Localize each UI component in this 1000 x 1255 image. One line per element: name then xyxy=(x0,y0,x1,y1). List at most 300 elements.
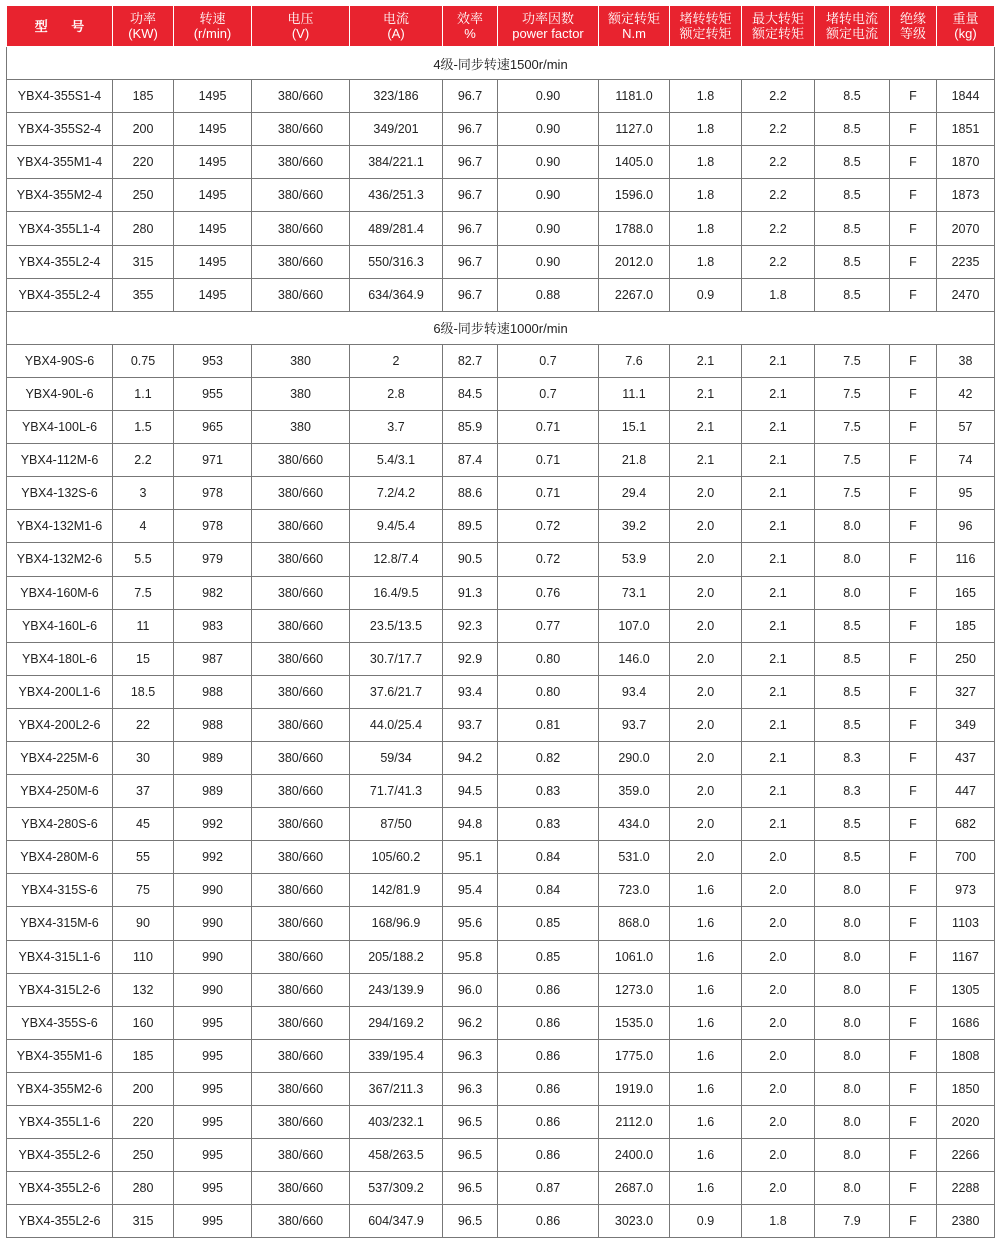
cell-voltage: 380/660 xyxy=(252,841,350,874)
table-row xyxy=(7,973,995,1006)
cell-model: YBX4-160M-6 xyxy=(7,576,113,609)
cell-current: 243/139.9 xyxy=(350,973,443,1006)
cell-speed: 978 xyxy=(174,477,252,510)
header-locked-current-ratio xyxy=(815,6,890,47)
cell-model: YBX4-355M2-4 xyxy=(7,179,113,212)
cell-locked-torque-ratio: 2.0 xyxy=(670,576,742,609)
cell-power: 2.2 xyxy=(113,444,174,477)
header-max-torque-ratio xyxy=(742,6,815,47)
cell-model: YBX4-355L2-6 xyxy=(7,1205,113,1238)
cell-locked-torque-ratio: 0.9 xyxy=(670,278,742,311)
cell-locked-torque-ratio: 0.9 xyxy=(670,1205,742,1238)
cell-insulation-class: F xyxy=(890,741,937,774)
cell-max-torque-ratio: 1.8 xyxy=(742,1205,815,1238)
cell-model: YBX4-132S-6 xyxy=(7,477,113,510)
cell-power: 22 xyxy=(113,708,174,741)
header-label: 转速 xyxy=(199,11,226,26)
cell-weight: 1808 xyxy=(937,1039,995,1072)
cell-rated-torque: 1788.0 xyxy=(599,212,670,245)
cell-current: 323/186 xyxy=(350,80,443,113)
cell-weight: 95 xyxy=(937,477,995,510)
table-row xyxy=(7,907,995,940)
cell-weight: 2266 xyxy=(937,1139,995,1172)
cell-voltage: 380/660 xyxy=(252,444,350,477)
cell-current: 349/201 xyxy=(350,113,443,146)
cell-power-factor: 0.7 xyxy=(498,344,599,377)
cell-efficiency: 82.7 xyxy=(443,344,498,377)
cell-voltage: 380/660 xyxy=(252,642,350,675)
cell-efficiency: 95.1 xyxy=(443,841,498,874)
header-label: N.m xyxy=(622,26,646,41)
header-speed xyxy=(174,6,252,47)
cell-locked-current-ratio: 8.0 xyxy=(815,973,890,1006)
table-row xyxy=(7,113,995,146)
cell-power-factor: 0.90 xyxy=(498,179,599,212)
cell-model: YBX4-280M-6 xyxy=(7,841,113,874)
table-row xyxy=(7,212,995,245)
cell-weight: 1305 xyxy=(937,973,995,1006)
cell-efficiency: 87.4 xyxy=(443,444,498,477)
cell-insulation-class: F xyxy=(890,576,937,609)
cell-speed: 992 xyxy=(174,808,252,841)
cell-max-torque-ratio: 2.0 xyxy=(742,1039,815,1072)
cell-speed: 990 xyxy=(174,973,252,1006)
cell-voltage: 380 xyxy=(252,411,350,444)
cell-locked-current-ratio: 7.9 xyxy=(815,1205,890,1238)
cell-voltage: 380/660 xyxy=(252,1139,350,1172)
cell-rated-torque: 73.1 xyxy=(599,576,670,609)
cell-rated-torque: 1273.0 xyxy=(599,973,670,1006)
header-efficiency xyxy=(443,6,498,47)
cell-rated-torque: 723.0 xyxy=(599,874,670,907)
cell-speed: 978 xyxy=(174,510,252,543)
cell-insulation-class: F xyxy=(890,179,937,212)
cell-voltage: 380/660 xyxy=(252,212,350,245)
cell-weight: 1873 xyxy=(937,179,995,212)
cell-power-factor: 0.71 xyxy=(498,444,599,477)
cell-rated-torque: 359.0 xyxy=(599,775,670,808)
cell-max-torque-ratio: 2.2 xyxy=(742,113,815,146)
cell-weight: 96 xyxy=(937,510,995,543)
cell-power: 90 xyxy=(113,907,174,940)
cell-weight: 2470 xyxy=(937,278,995,311)
cell-rated-torque: 290.0 xyxy=(599,741,670,774)
table-row xyxy=(7,841,995,874)
cell-efficiency: 91.3 xyxy=(443,576,498,609)
table-row xyxy=(7,1072,995,1105)
header-rated-torque xyxy=(599,6,670,47)
cell-model: YBX4-355S1-4 xyxy=(7,80,113,113)
cell-locked-torque-ratio: 1.6 xyxy=(670,1106,742,1139)
cell-power: 355 xyxy=(113,278,174,311)
cell-current: 436/251.3 xyxy=(350,179,443,212)
cell-rated-torque: 1127.0 xyxy=(599,113,670,146)
cell-weight: 682 xyxy=(937,808,995,841)
cell-speed: 995 xyxy=(174,1006,252,1039)
cell-voltage: 380/660 xyxy=(252,576,350,609)
cell-weight: 2288 xyxy=(937,1172,995,1205)
table-row xyxy=(7,1006,995,1039)
table-row xyxy=(7,1039,995,1072)
cell-power: 4 xyxy=(113,510,174,543)
table-body xyxy=(7,47,995,1238)
cell-current: 12.8/7.4 xyxy=(350,543,443,576)
cell-max-torque-ratio: 2.1 xyxy=(742,675,815,708)
cell-max-torque-ratio: 2.1 xyxy=(742,411,815,444)
cell-model: YBX4-160L-6 xyxy=(7,609,113,642)
header-label: % xyxy=(464,26,476,41)
table-row xyxy=(7,1106,995,1139)
cell-locked-current-ratio: 8.5 xyxy=(815,609,890,642)
cell-rated-torque: 107.0 xyxy=(599,609,670,642)
cell-power: 1.5 xyxy=(113,411,174,444)
cell-power-factor: 0.87 xyxy=(498,1172,599,1205)
cell-weight: 74 xyxy=(937,444,995,477)
cell-locked-torque-ratio: 1.8 xyxy=(670,245,742,278)
cell-power: 185 xyxy=(113,1039,174,1072)
cell-rated-torque: 1775.0 xyxy=(599,1039,670,1072)
cell-power: 3 xyxy=(113,477,174,510)
cell-locked-torque-ratio: 2.1 xyxy=(670,377,742,410)
cell-max-torque-ratio: 2.2 xyxy=(742,146,815,179)
cell-power-factor: 0.86 xyxy=(498,1139,599,1172)
cell-efficiency: 96.7 xyxy=(443,278,498,311)
cell-power: 280 xyxy=(113,1172,174,1205)
cell-current: 550/316.3 xyxy=(350,245,443,278)
cell-weight: 57 xyxy=(937,411,995,444)
cell-max-torque-ratio: 2.0 xyxy=(742,973,815,1006)
header-voltage xyxy=(252,6,350,47)
cell-speed: 1495 xyxy=(174,113,252,146)
cell-rated-torque: 531.0 xyxy=(599,841,670,874)
cell-max-torque-ratio: 2.1 xyxy=(742,708,815,741)
cell-max-torque-ratio: 2.2 xyxy=(742,212,815,245)
cell-current: 458/263.5 xyxy=(350,1139,443,1172)
cell-efficiency: 95.8 xyxy=(443,940,498,973)
cell-current: 142/81.9 xyxy=(350,874,443,907)
cell-locked-torque-ratio: 1.6 xyxy=(670,907,742,940)
cell-locked-current-ratio: 8.0 xyxy=(815,543,890,576)
cell-efficiency: 94.2 xyxy=(443,741,498,774)
cell-locked-current-ratio: 8.5 xyxy=(815,245,890,278)
cell-power-factor: 0.90 xyxy=(498,212,599,245)
cell-rated-torque: 39.2 xyxy=(599,510,670,543)
cell-power-factor: 0.84 xyxy=(498,874,599,907)
table-row xyxy=(7,576,995,609)
cell-power: 0.75 xyxy=(113,344,174,377)
cell-rated-torque: 7.6 xyxy=(599,344,670,377)
cell-rated-torque: 2687.0 xyxy=(599,1172,670,1205)
header-row xyxy=(7,6,995,47)
cell-locked-torque-ratio: 1.6 xyxy=(670,1039,742,1072)
cell-locked-torque-ratio: 2.0 xyxy=(670,708,742,741)
cell-model: YBX4-90S-6 xyxy=(7,344,113,377)
header-locked-torque-ratio xyxy=(670,6,742,47)
cell-insulation-class: F xyxy=(890,1039,937,1072)
cell-insulation-class: F xyxy=(890,543,937,576)
cell-current: 489/281.4 xyxy=(350,212,443,245)
cell-locked-current-ratio: 8.5 xyxy=(815,642,890,675)
cell-model: YBX4-355L1-6 xyxy=(7,1106,113,1139)
cell-model: YBX4-315L2-6 xyxy=(7,973,113,1006)
cell-current: 2 xyxy=(350,344,443,377)
table-row xyxy=(7,146,995,179)
header-label: (A) xyxy=(387,26,405,41)
cell-voltage: 380/660 xyxy=(252,510,350,543)
header-model xyxy=(7,6,113,47)
cell-power: 132 xyxy=(113,973,174,1006)
cell-power: 45 xyxy=(113,808,174,841)
table-row xyxy=(7,179,995,212)
cell-model: YBX4-250M-6 xyxy=(7,775,113,808)
cell-insulation-class: F xyxy=(890,907,937,940)
cell-efficiency: 96.7 xyxy=(443,80,498,113)
table-row xyxy=(7,278,995,311)
cell-efficiency: 96.5 xyxy=(443,1139,498,1172)
table-row xyxy=(7,940,995,973)
cell-model: YBX4-132M2-6 xyxy=(7,543,113,576)
section-title-row xyxy=(7,311,995,344)
cell-speed: 1495 xyxy=(174,278,252,311)
cell-current: 87/50 xyxy=(350,808,443,841)
cell-weight: 1686 xyxy=(937,1006,995,1039)
cell-speed: 979 xyxy=(174,543,252,576)
cell-insulation-class: F xyxy=(890,775,937,808)
cell-efficiency: 89.5 xyxy=(443,510,498,543)
cell-efficiency: 96.5 xyxy=(443,1106,498,1139)
cell-insulation-class: F xyxy=(890,808,937,841)
cell-locked-torque-ratio: 2.0 xyxy=(670,808,742,841)
table-row xyxy=(7,874,995,907)
cell-voltage: 380/660 xyxy=(252,808,350,841)
header-current xyxy=(350,6,443,47)
header-label: 重量 xyxy=(952,11,979,26)
cell-power: 11 xyxy=(113,609,174,642)
cell-weight: 1167 xyxy=(937,940,995,973)
cell-current: 71.7/41.3 xyxy=(350,775,443,808)
cell-power-factor: 0.7 xyxy=(498,377,599,410)
cell-power-factor: 0.82 xyxy=(498,741,599,774)
cell-max-torque-ratio: 2.0 xyxy=(742,1072,815,1105)
cell-voltage: 380/660 xyxy=(252,874,350,907)
cell-power-factor: 0.83 xyxy=(498,775,599,808)
cell-speed: 995 xyxy=(174,1139,252,1172)
cell-power: 37 xyxy=(113,775,174,808)
cell-max-torque-ratio: 1.8 xyxy=(742,278,815,311)
table-row xyxy=(7,675,995,708)
cell-power-factor: 0.86 xyxy=(498,1072,599,1105)
cell-insulation-class: F xyxy=(890,940,937,973)
cell-current: 403/232.1 xyxy=(350,1106,443,1139)
table-row xyxy=(7,411,995,444)
cell-power-factor: 0.86 xyxy=(498,1205,599,1238)
cell-rated-torque: 1405.0 xyxy=(599,146,670,179)
cell-model: YBX4-355M1-6 xyxy=(7,1039,113,1072)
cell-insulation-class: F xyxy=(890,1006,937,1039)
table-row xyxy=(7,510,995,543)
cell-locked-torque-ratio: 2.0 xyxy=(670,675,742,708)
cell-power: 315 xyxy=(113,1205,174,1238)
cell-voltage: 380/660 xyxy=(252,1172,350,1205)
cell-efficiency: 94.5 xyxy=(443,775,498,808)
cell-voltage: 380/660 xyxy=(252,1006,350,1039)
header-label: (kg) xyxy=(954,26,977,41)
cell-voltage: 380/660 xyxy=(252,675,350,708)
cell-power: 220 xyxy=(113,146,174,179)
cell-voltage: 380/660 xyxy=(252,609,350,642)
cell-max-torque-ratio: 2.1 xyxy=(742,642,815,675)
header-power-factor xyxy=(498,6,599,47)
cell-locked-current-ratio: 8.5 xyxy=(815,808,890,841)
cell-locked-current-ratio: 8.5 xyxy=(815,113,890,146)
cell-speed: 989 xyxy=(174,775,252,808)
header-power xyxy=(113,6,174,47)
cell-locked-current-ratio: 8.0 xyxy=(815,1039,890,1072)
header-label: 电压 xyxy=(287,11,314,26)
cell-efficiency: 93.4 xyxy=(443,675,498,708)
cell-locked-current-ratio: 8.0 xyxy=(815,576,890,609)
cell-power-factor: 0.90 xyxy=(498,245,599,278)
cell-locked-current-ratio: 8.5 xyxy=(815,278,890,311)
table-row xyxy=(7,543,995,576)
cell-max-torque-ratio: 2.0 xyxy=(742,1106,815,1139)
cell-model: YBX4-132M1-6 xyxy=(7,510,113,543)
cell-current: 37.6/21.7 xyxy=(350,675,443,708)
cell-weight: 2070 xyxy=(937,212,995,245)
cell-speed: 990 xyxy=(174,907,252,940)
cell-power: 315 xyxy=(113,245,174,278)
cell-power-factor: 0.76 xyxy=(498,576,599,609)
cell-voltage: 380/660 xyxy=(252,543,350,576)
cell-model: YBX4-355L1-4 xyxy=(7,212,113,245)
cell-power-factor: 0.86 xyxy=(498,1006,599,1039)
header-label: 功率因数 xyxy=(521,11,574,26)
header-weight xyxy=(937,6,995,47)
cell-current: 168/96.9 xyxy=(350,907,443,940)
cell-efficiency: 96.7 xyxy=(443,179,498,212)
cell-power-factor: 0.77 xyxy=(498,609,599,642)
cell-locked-torque-ratio: 2.0 xyxy=(670,543,742,576)
cell-rated-torque: 1535.0 xyxy=(599,1006,670,1039)
cell-max-torque-ratio: 2.0 xyxy=(742,874,815,907)
cell-insulation-class: F xyxy=(890,113,937,146)
cell-power-factor: 0.85 xyxy=(498,940,599,973)
cell-insulation-class: F xyxy=(890,874,937,907)
cell-current: 205/188.2 xyxy=(350,940,443,973)
table-row xyxy=(7,808,995,841)
cell-insulation-class: F xyxy=(890,344,937,377)
cell-locked-torque-ratio: 2.1 xyxy=(670,411,742,444)
cell-rated-torque: 15.1 xyxy=(599,411,670,444)
cell-locked-torque-ratio: 2.0 xyxy=(670,642,742,675)
cell-locked-current-ratio: 7.5 xyxy=(815,377,890,410)
cell-rated-torque: 93.7 xyxy=(599,708,670,741)
cell-current: 7.2/4.2 xyxy=(350,477,443,510)
table-row xyxy=(7,609,995,642)
cell-max-torque-ratio: 2.1 xyxy=(742,609,815,642)
table-row xyxy=(7,80,995,113)
cell-current: 604/347.9 xyxy=(350,1205,443,1238)
cell-locked-torque-ratio: 1.8 xyxy=(670,113,742,146)
cell-speed: 995 xyxy=(174,1172,252,1205)
cell-max-torque-ratio: 2.0 xyxy=(742,907,815,940)
cell-voltage: 380/660 xyxy=(252,1205,350,1238)
cell-weight: 437 xyxy=(937,741,995,774)
cell-weight: 1851 xyxy=(937,113,995,146)
cell-locked-torque-ratio: 1.6 xyxy=(670,1072,742,1105)
cell-locked-current-ratio: 7.5 xyxy=(815,344,890,377)
cell-speed: 971 xyxy=(174,444,252,477)
cell-power: 280 xyxy=(113,212,174,245)
cell-power: 1.1 xyxy=(113,377,174,410)
cell-rated-torque: 2267.0 xyxy=(599,278,670,311)
cell-locked-current-ratio: 8.0 xyxy=(815,1072,890,1105)
cell-model: YBX4-355L2-4 xyxy=(7,278,113,311)
cell-rated-torque: 29.4 xyxy=(599,477,670,510)
cell-rated-torque: 2400.0 xyxy=(599,1139,670,1172)
cell-efficiency: 90.5 xyxy=(443,543,498,576)
cell-efficiency: 96.7 xyxy=(443,146,498,179)
cell-power-factor: 0.86 xyxy=(498,1106,599,1139)
cell-speed: 1495 xyxy=(174,212,252,245)
cell-speed: 982 xyxy=(174,576,252,609)
table-row xyxy=(7,741,995,774)
cell-insulation-class: F xyxy=(890,510,937,543)
table-row xyxy=(7,477,995,510)
cell-locked-current-ratio: 7.5 xyxy=(815,444,890,477)
cell-insulation-class: F xyxy=(890,80,937,113)
cell-weight: 2235 xyxy=(937,245,995,278)
cell-efficiency: 92.3 xyxy=(443,609,498,642)
cell-locked-current-ratio: 8.0 xyxy=(815,1006,890,1039)
cell-max-torque-ratio: 2.0 xyxy=(742,1139,815,1172)
table-row xyxy=(7,708,995,741)
cell-model: YBX4-355S-6 xyxy=(7,1006,113,1039)
cell-power: 185 xyxy=(113,80,174,113)
cell-locked-current-ratio: 8.5 xyxy=(815,212,890,245)
cell-speed: 995 xyxy=(174,1072,252,1105)
cell-power-factor: 0.80 xyxy=(498,675,599,708)
header-label: 额定转矩 xyxy=(679,26,732,41)
cell-locked-current-ratio: 7.5 xyxy=(815,477,890,510)
cell-model: YBX4-355M1-4 xyxy=(7,146,113,179)
cell-current: 5.4/3.1 xyxy=(350,444,443,477)
cell-locked-torque-ratio: 2.0 xyxy=(670,477,742,510)
cell-power: 55 xyxy=(113,841,174,874)
cell-voltage: 380/660 xyxy=(252,1039,350,1072)
cell-power: 160 xyxy=(113,1006,174,1039)
cell-speed: 995 xyxy=(174,1205,252,1238)
cell-power-factor: 0.72 xyxy=(498,543,599,576)
cell-voltage: 380 xyxy=(252,344,350,377)
cell-efficiency: 96.3 xyxy=(443,1072,498,1105)
cell-efficiency: 94.8 xyxy=(443,808,498,841)
cell-rated-torque: 434.0 xyxy=(599,808,670,841)
cell-model: YBX4-280S-6 xyxy=(7,808,113,841)
cell-locked-current-ratio: 8.0 xyxy=(815,1139,890,1172)
cell-power-factor: 0.84 xyxy=(498,841,599,874)
cell-max-torque-ratio: 2.0 xyxy=(742,1172,815,1205)
cell-rated-torque: 146.0 xyxy=(599,642,670,675)
cell-efficiency: 96.5 xyxy=(443,1172,498,1205)
cell-speed: 990 xyxy=(174,940,252,973)
cell-efficiency: 96.7 xyxy=(443,113,498,146)
cell-efficiency: 84.5 xyxy=(443,377,498,410)
cell-voltage: 380/660 xyxy=(252,179,350,212)
cell-weight: 973 xyxy=(937,874,995,907)
cell-locked-torque-ratio: 1.6 xyxy=(670,1006,742,1039)
cell-weight: 116 xyxy=(937,543,995,576)
